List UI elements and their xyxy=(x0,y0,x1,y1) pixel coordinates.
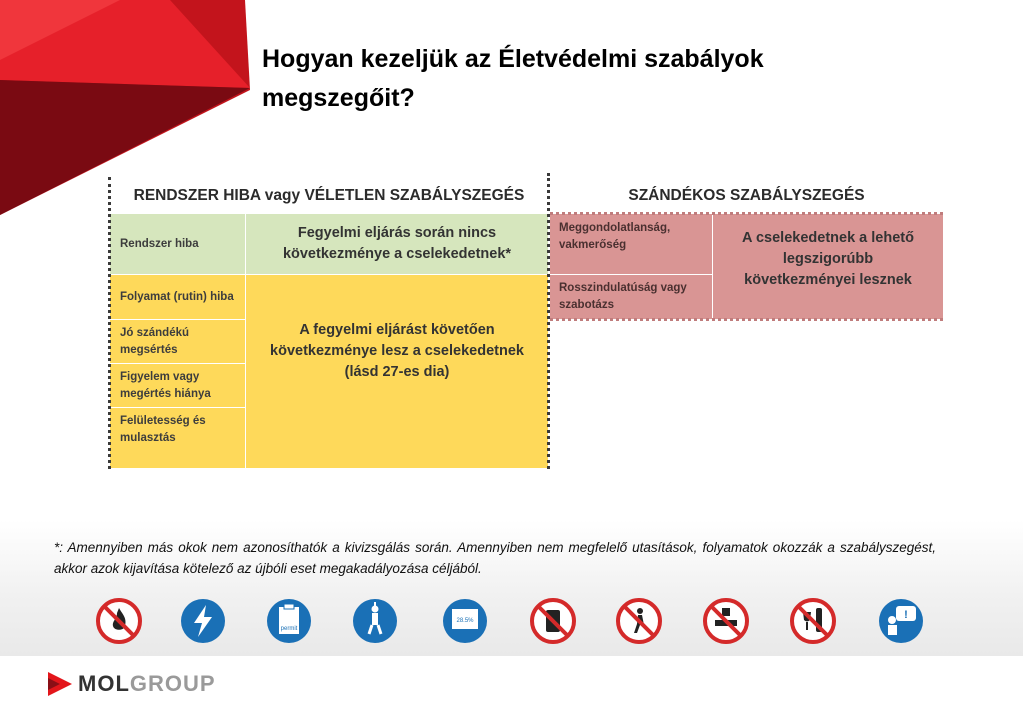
speak-up-icon xyxy=(878,598,924,644)
no-alcohol-icon xyxy=(790,598,836,644)
green-result-text: Fegyelmi eljárás során nincs következménye a cselekedetnek* xyxy=(246,214,548,274)
row-folyamat-hiba: Folyamat (rutin) hiba xyxy=(110,275,245,319)
confined-space-icon xyxy=(442,598,488,644)
no-phone-icon xyxy=(530,598,576,644)
right-column-header: SZÁNDÉKOS SZABÁLYSZEGÉS xyxy=(628,187,865,204)
footnote-text: *: Amennyiben más okok nem azonosíthatók a kivizsgálás során. Amennyiben nem megfelelő utasítások, folyamatok okozzák a szabályszegést, akkor azok kijavítása kötelező az újbóli eset megakadályozása céljából. xyxy=(54,540,936,576)
row-meggondolatlansag: Meggondolatlanság, vakmerőség xyxy=(550,214,712,274)
no-fire-icon xyxy=(96,598,142,644)
row-rendszer-hiba: Rendszer hiba xyxy=(110,214,245,274)
row-jo-szandeku-megsertes: Jó szándékú megsértés xyxy=(110,320,245,363)
pink-bottom-dotted-border xyxy=(550,318,943,321)
row-rosszindulatusag: Rosszindulatúság vagy szabotázs xyxy=(550,275,712,319)
mol-logo-icon xyxy=(48,672,72,696)
row-feluletesseg: Felületesség és mulasztás xyxy=(110,408,245,468)
gauge-icon-text: 28.5% xyxy=(456,618,474,624)
left-column-header: RENDSZER HIBA vagy VÉLETLEN SZABÁLYSZEGÉS xyxy=(133,187,525,204)
pink-top-dotted-border xyxy=(550,212,943,215)
pink-result-text: A cselekedetnek a lehető legszigorúbb következményei lesznek xyxy=(713,214,943,319)
no-walking-under-load-icon xyxy=(616,598,662,644)
work-permit-icon xyxy=(266,598,312,644)
logo-mol-text: MOL xyxy=(78,671,130,696)
page-title-line-2: megszegőit? xyxy=(262,84,415,112)
left-dotted-border xyxy=(108,177,111,469)
center-dotted-divider xyxy=(547,173,550,469)
fall-protection-icon xyxy=(352,598,398,644)
page-title-line-1: Hogyan kezeljük az Életvédelmi szabályok xyxy=(262,45,764,73)
yellow-result-text: A fegyelmi eljárást követően következménye lesz a cselekedetnek (lásd 27-es dia) xyxy=(246,275,548,468)
molgroup-logo xyxy=(48,670,216,698)
electrical-isolation-icon xyxy=(180,598,226,644)
page-title xyxy=(262,40,902,118)
no-drugs-icon xyxy=(703,598,749,644)
svg-text:!: ! xyxy=(904,609,908,621)
row-figyelem-hianya: Figyelem vagy megértés hiánya xyxy=(110,364,245,407)
permit-icon-text: permit xyxy=(280,626,298,632)
logo-group-text: GROUP xyxy=(129,671,216,696)
